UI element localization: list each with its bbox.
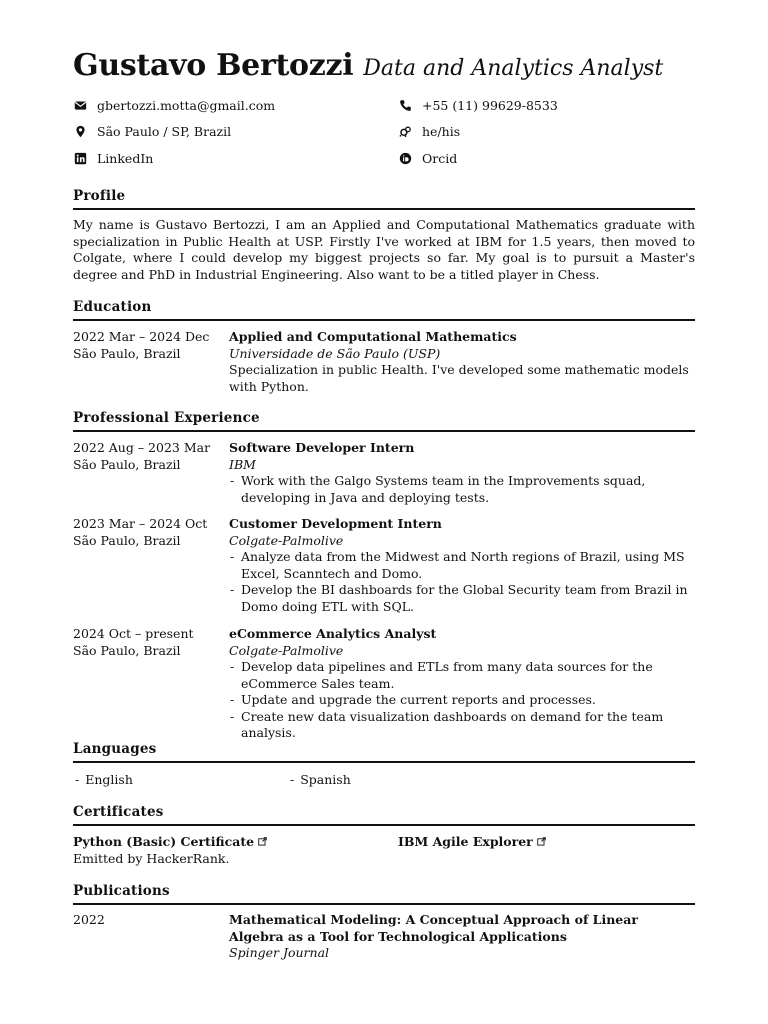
contact-pronouns	[398, 122, 460, 140]
person-name: Gustavo Bertozzi	[73, 48, 354, 83]
contact-location	[73, 122, 231, 140]
entry-dates: 2024 Oct – present	[73, 626, 194, 641]
entry-bullets	[229, 659, 695, 742]
contact-email[interactable]	[73, 96, 275, 114]
section-divider	[73, 208, 695, 210]
location-pin-icon	[73, 124, 87, 138]
entry-location: São Paulo, Brazil	[73, 345, 181, 361]
location-text: São Paulo / SP, Brazil	[97, 123, 232, 139]
section-title-languages: Languages	[73, 741, 157, 757]
section-title-education: Education	[73, 299, 152, 315]
entry-org: IBM	[229, 456, 256, 472]
bullet-item: - Develop data pipelines and ETLs from many data sources for the eCommerce Sales team.	[229, 659, 695, 692]
phone-icon	[398, 98, 412, 112]
email-text: gbertozzi.motta@gmail.com	[97, 97, 276, 113]
language-item: - English	[75, 772, 133, 787]
contact-phone[interactable]	[398, 96, 558, 114]
entry-location: São Paulo, Brazil	[73, 532, 181, 548]
contact-orcid[interactable]	[398, 149, 457, 167]
certificate-link[interactable]	[398, 834, 695, 851]
entry-org: Colgate-Palmolive	[229, 532, 344, 548]
section-divider	[73, 319, 695, 321]
entry-org: Universidade de São Paulo (USP)	[229, 345, 441, 361]
entry-title: Customer Development Intern	[229, 516, 442, 531]
external-link-icon[interactable]	[258, 837, 267, 846]
entry-dates: 2022 Aug – 2023 Mar	[73, 440, 211, 455]
section-title-certificates: Certificates	[73, 804, 164, 820]
language-name: English	[85, 772, 133, 787]
section-title-profile: Profile	[73, 188, 126, 204]
gender-icon	[398, 124, 412, 138]
certificate-title[interactable]: IBM Agile Explorer	[398, 834, 533, 849]
publication-year: 2022	[73, 912, 105, 927]
publication-title: Mathematical Modeling: A Conceptual Approach of Linear Algebra as a Tool for Technological Applications	[229, 912, 638, 944]
entry-dates: 2022 Mar – 2024 Dec	[73, 329, 210, 344]
profile-summary: My name is Gustavo Bertozzi, I am an Applied and Computational Mathematics graduate with specialization in Public Health at USP. Firstly I've worked at IBM for 1.5 years, then moved to Colgate, where I could develop my biggest projects so far. My goal is to pursuit a Master's degree and PhD in Industrial Engineering. Also want to be a titled player in Chess.	[73, 217, 695, 282]
certificate-detail: Emitted by HackerRank.	[73, 850, 230, 866]
pronouns-text: he/his	[422, 123, 461, 139]
bullet-item: - Create new data visualization dashboards on demand for the team analysis.	[229, 709, 695, 742]
certificate-title[interactable]: Python (Basic) Certificate	[73, 834, 255, 849]
entry-dates: 2023 Mar – 2024 Oct	[73, 516, 208, 531]
phone-text: +55 (11) 99629-8533	[422, 97, 558, 113]
section-title-experience: Professional Experience	[73, 410, 260, 426]
certificate-link[interactable]	[73, 834, 393, 851]
entry-description: Specialization in public Health. I've developed some mathematic models with Python.	[229, 362, 689, 394]
entry-org: Colgate-Palmolive	[229, 642, 344, 658]
section-divider	[73, 430, 695, 432]
entry-location: São Paulo, Brazil	[73, 456, 181, 472]
bullet-item: - Analyze data from the Midwest and North regions of Brazil, using MS Excel, Scanntech and Domo.	[229, 549, 695, 582]
section-divider	[73, 903, 695, 905]
orcid-icon	[398, 151, 412, 165]
entry-title: Software Developer Intern	[229, 440, 415, 455]
resume-header	[73, 48, 663, 83]
section-divider	[73, 824, 695, 826]
bullet-item: - Work with the Galgo Systems team in the Improvements squad, developing in Java and deploying tests.	[229, 473, 695, 506]
entry-title: eCommerce Analytics Analyst	[229, 626, 437, 641]
language-name: Spanish	[300, 772, 351, 787]
orcid-link[interactable]: Orcid	[422, 150, 458, 166]
section-title-publications: Publications	[73, 883, 170, 899]
person-role: Data and Analytics Analyst	[363, 56, 664, 81]
linkedin-icon	[73, 151, 87, 165]
entry-title: Applied and Computational Mathematics	[229, 329, 517, 344]
bullet-item: - Update and upgrade the current reports and processes.	[229, 692, 695, 709]
publication-venue: Spinger Journal	[229, 945, 330, 960]
linkedin-link[interactable]: LinkedIn	[97, 150, 154, 166]
contact-linkedin[interactable]	[73, 149, 153, 167]
entry-bullets	[229, 549, 695, 615]
envelope-icon	[73, 98, 87, 112]
entry-location: São Paulo, Brazil	[73, 642, 181, 658]
entry-bullets	[229, 473, 695, 506]
external-link-icon[interactable]	[537, 837, 546, 846]
language-item: - Spanish	[290, 772, 351, 787]
section-divider	[73, 761, 695, 763]
bullet-item: - Develop the BI dashboards for the Global Security team from Brazil in Domo doing ETL with SQL.	[229, 582, 695, 615]
